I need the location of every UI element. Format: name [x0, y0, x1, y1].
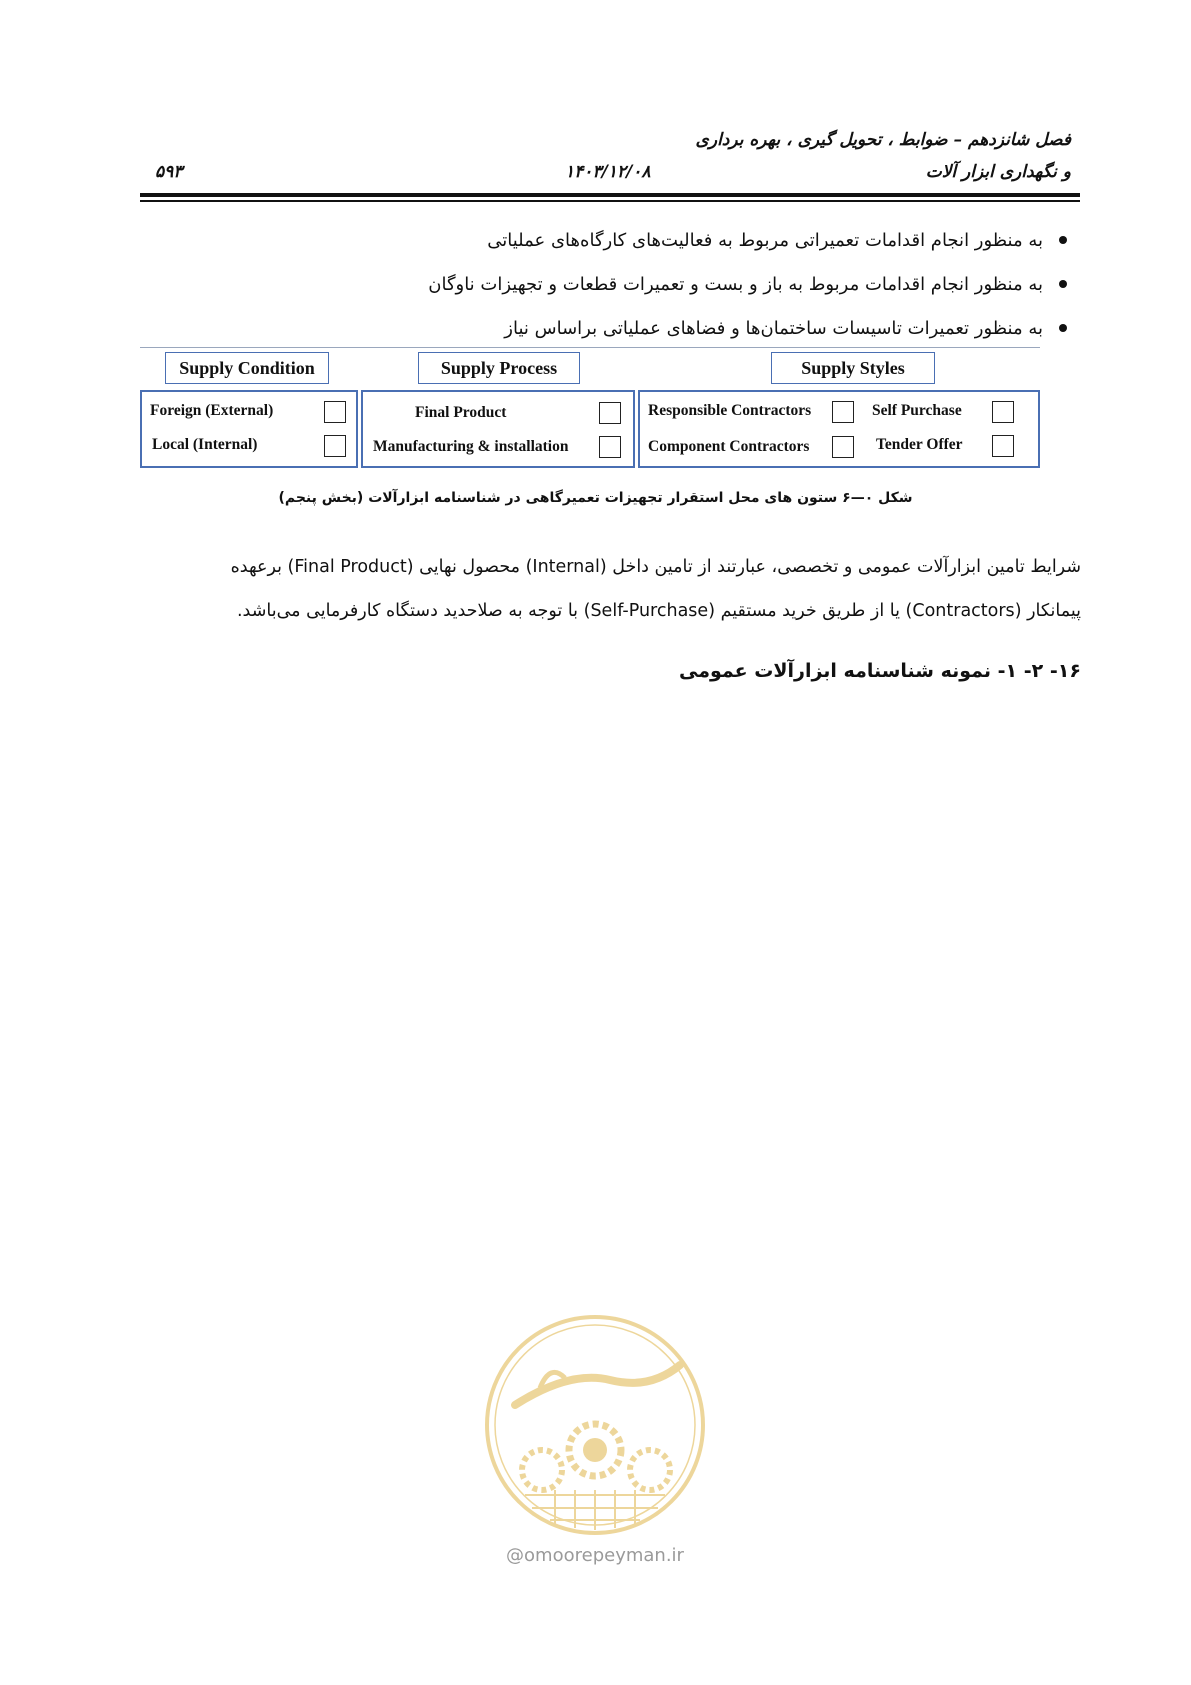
page-number: ۵۹۳: [155, 162, 183, 182]
header-date: ۱۴۰۳/۱۲/۰۸: [565, 162, 651, 182]
option-label-final-product: Final Product: [415, 404, 507, 421]
option-label-manufacturing: Manufacturing & installation: [373, 438, 569, 455]
paragraph-line-2: پیمانکار (Contractors) یا از طریق خرید مستقیم (Self-Purchase) با توجه به صلاحدید دستگاه کارفرمایی می‌باشد.: [236, 601, 1081, 621]
watermark-logo: [480, 1310, 710, 1540]
supply-styles-title: Supply Styles: [771, 352, 935, 384]
paragraph-line-1: شرایط تامین ابزارآلات عمومی و تخصصی، عبارتند از تامین داخل (Internal) محصول نهایی (Final Product) برعهده: [230, 557, 1081, 577]
figure-top-rule: [140, 347, 1040, 348]
bullet-icon: [1059, 236, 1067, 244]
bullet-text: به منظور انجام اقدامات مربوط به باز و بست و تعمیرات قطعات و تجهیزات ناوگان: [428, 273, 1043, 295]
option-label-component-contractors: Component Contractors: [648, 438, 810, 455]
checkbox-manufacturing[interactable]: [599, 436, 621, 458]
bullet-list: [428, 218, 1071, 350]
section-heading: ۱۶- ۲- ۱- نمونه شناسنامه ابزارآلات عمومی: [679, 660, 1081, 682]
option-label-tender-offer: Tender Offer: [876, 436, 963, 453]
supply-process-title: Supply Process: [418, 352, 580, 384]
chapter-title-line2: و نگهداری ابزار آلات: [925, 162, 1071, 182]
checkbox-tender-offer[interactable]: [992, 435, 1014, 457]
supply-condition-title: Supply Condition: [165, 352, 329, 384]
bullet-icon: [1059, 280, 1067, 288]
supply-condition-group: [140, 390, 358, 468]
figure-caption: شکل ۰—۶ ستون های محل استقرار تجهیزات تعمیرگاهی در شناسنامه ابزارآلات (بخش پنجم): [278, 490, 913, 506]
list-item: [428, 218, 1071, 262]
checkbox-self-purchase[interactable]: [992, 401, 1014, 423]
option-label-foreign: Foreign (External): [150, 402, 274, 419]
list-item: [428, 306, 1071, 350]
checkbox-local[interactable]: [324, 435, 346, 457]
watermark-site: @omoorepeyman.ir: [506, 1545, 684, 1566]
header-rule-thick: [140, 193, 1080, 197]
header-rule-thin: [140, 200, 1080, 202]
bullet-text: به منظور تعمیرات تاسیسات ساختمان‌ها و فضاهای عملیاتی براساس نیاز: [504, 317, 1043, 339]
checkbox-responsible-contractors[interactable]: [832, 401, 854, 423]
bullet-text: به منظور انجام اقدامات تعمیراتی مربوط به فعالیت‌های کارگاه‌های عملیاتی: [487, 229, 1043, 251]
option-label-local: Local (Internal): [152, 436, 258, 453]
option-label-responsible-contractors: Responsible Contractors: [648, 402, 812, 419]
checkbox-final-product[interactable]: [599, 402, 621, 424]
checkbox-component-contractors[interactable]: [832, 436, 854, 458]
body-paragraph: [106, 545, 1081, 633]
supply-process-group: [361, 390, 635, 468]
checkbox-foreign[interactable]: [324, 401, 346, 423]
chapter-title-line1: فصل شانزدهم – ضوابط ، تحویل گیری ، بهره برداری: [695, 130, 1071, 150]
option-label-self-purchase: Self Purchase: [872, 402, 962, 419]
supply-styles-group: [638, 390, 1040, 468]
bullet-icon: [1059, 324, 1067, 332]
list-item: [428, 262, 1071, 306]
